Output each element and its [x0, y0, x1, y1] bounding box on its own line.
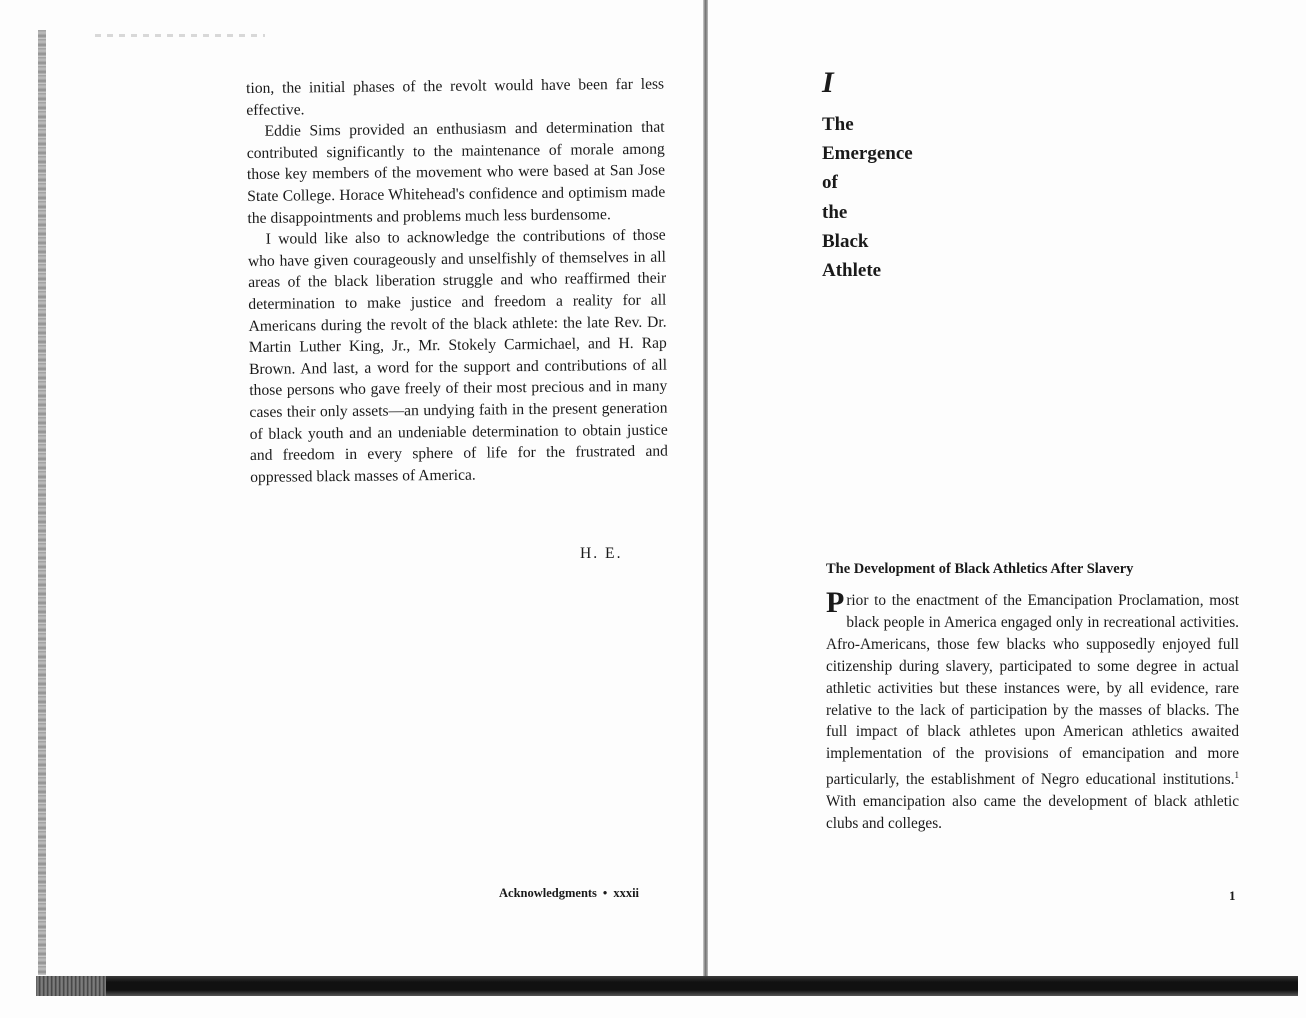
book-gutter: [703, 0, 708, 995]
section-heading: The Development of Black Athletics After Slavery: [826, 561, 1134, 577]
chapter-title-line: Emergence: [822, 143, 913, 165]
chapter-title-line: Athlete: [822, 260, 882, 282]
chapter-body-text: [826, 586, 1239, 835]
footer-separator: •: [602, 886, 608, 900]
paragraph: Eddie Sims provided an enthusiasm and determination that contributed significantly to the maintenance of morale among those key members of the movement who were based at San Jose State College. Horace Whitehead's confidence and optimism made the disappointments and problems much less burdensome.: [246, 118, 666, 227]
page-number-right: 1: [1229, 888, 1236, 903]
paragraph: [826, 586, 1239, 835]
paragraph: I would like also to acknowledge the contributions of those who have given courageously and unselfishly of themselves in all areas of the black liberation struggle and who reaffirmed their determination to make justice and freedom a reality for all Americans during the revolt of the black athlete: the late Rev. Dr. Martin Luther King, Jr., Mr. Stokely Carmichael, and H. Rap Brown. And last, a word for the support and contributions of all those persons who gave freely of their most precious and in many cases their only assets—an undying faith in the present generation of black youth and an undeniable determination to obtain justice and freedom in every sphere of life for the frustrated and oppressed black masses of America.: [247, 226, 669, 486]
page-number-left: xxxii: [613, 886, 640, 900]
footer-section-label: Acknowledgments: [499, 886, 597, 900]
body-text-continued: With emancipation also came the development of black athletic clubs and colleges.: [826, 793, 1239, 833]
scan-bottom-border-edge: [36, 976, 106, 996]
chapter-title-line: The: [822, 114, 854, 135]
chapter-title: [822, 110, 913, 285]
chapter-title-line: Black: [822, 230, 869, 252]
body-text: rior to the enactment of the Emancipation Proclamation, most black people in America engaged only in recreational activities. Afro-Americans, those few blacks who supposedly enjoyed full citizenship during slavery, participated to some degree in actual athletic activities but these instances were, by all evidence, rare relative to the lack of participation by the masses of blacks. The full impact of black athletes upon American athletics awaited implementation of the provisions of emancipation and more particularly, the establishment of Negro educational institutions.: [826, 592, 1239, 789]
page-edge-shadow: [38, 30, 46, 975]
acknowledgments-text: [246, 74, 668, 489]
paragraph: tion, the initial phases of the revolt would have been far less effective.: [246, 75, 665, 119]
scan-smudge: [95, 34, 265, 37]
chapter-title-line: of: [822, 172, 838, 194]
footnote-marker: 1: [1234, 770, 1239, 781]
drop-cap: P: [826, 586, 845, 619]
running-footer-left: [499, 886, 639, 901]
author-initials: H. E.: [580, 545, 623, 562]
chapter-title-line: the: [822, 201, 848, 223]
scan-bottom-border: [36, 976, 1298, 996]
chapter-number: I: [822, 66, 834, 99]
